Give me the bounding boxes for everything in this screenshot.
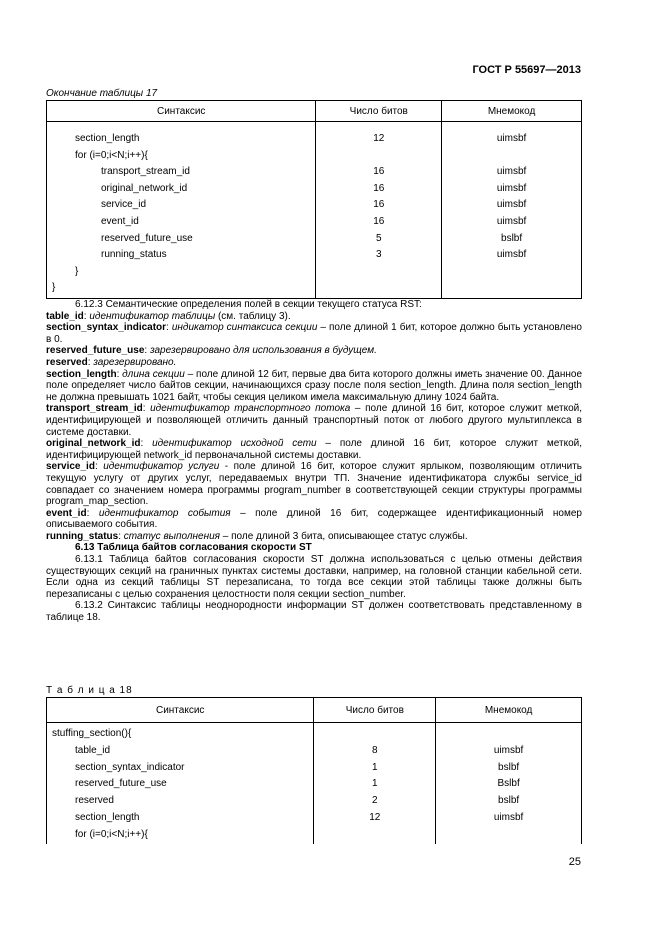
syntax-cell: table_id [75, 744, 111, 756]
def-reserved-future-use: reserved_future_use: зарезервировано для использования в будущем. [46, 345, 377, 357]
mnemonic-cell: uimsbf [493, 744, 524, 756]
bits-cell: 3 [376, 249, 382, 261]
def-table-id: table_id: идентификатор таблицы (см. таблицу 3). [46, 310, 291, 322]
mnemonic-cell [436, 726, 581, 743]
bits-cell [316, 264, 441, 281]
clause-6-12-3: 6.12.3 Семантические определения полей в секции текущего статуса RST: [75, 299, 422, 310]
mnemonic-column [442, 122, 582, 299]
mnemonic-cell: uimsbf [496, 215, 527, 227]
bits-cell: 12 [373, 133, 385, 144]
mnemonic-cell [442, 148, 581, 165]
col-bits-header: Число битов [314, 698, 436, 723]
mnemonic-cell [442, 280, 581, 297]
syntax-cell: service_id [101, 199, 147, 211]
syntax-cell: original_network_id [101, 182, 188, 194]
syntax-cell: reserved [75, 795, 114, 807]
syntax-cell: running_status [101, 249, 167, 261]
mnemonic-cell: uimsbf [496, 133, 527, 144]
syntax-cell: for (i=0;i<N;i++){ [75, 149, 148, 161]
syntax-column [47, 723, 314, 844]
syntax-cell: event_id [101, 215, 139, 227]
clause-6-13-1: 6.13.1 Таблица байтов согласования скорости ST должна использоваться с целью отмены действия существующих секций на граничных пунктах системы доставки, например, на головной станции кабельной сети. Если одна из секций таблицы ST перезаписана, то тогда все секции этой таблицы также должны быть перезаписаны с целью сохранения целостности поля секции section_number. [46, 554, 582, 600]
syntax-cell: section_length [75, 133, 140, 144]
syntax-cell: for (i=0;i<N;i++){ [75, 828, 148, 840]
table18 [46, 697, 582, 844]
page-number: 25 [568, 856, 581, 868]
mnemonic-column [436, 723, 582, 844]
heading-6-13: 6.13 Таблица байтов согласования скорости ST [75, 542, 312, 554]
mnemonic-cell [442, 264, 581, 281]
def-running-status: running_status: статус выполнения – поле длиной 3 бита, описывающее статус службы. [46, 530, 468, 542]
syntax-cell: } [52, 282, 56, 294]
mnemonic-cell: uimsbf [496, 249, 527, 261]
bits-cell: 1 [372, 778, 378, 790]
bits-cell [316, 280, 441, 297]
clause-6-13-2: 6.13.2 Синтаксис таблицы неоднородности информации ST должен соответствовать представленному в таблице 18. [46, 600, 582, 624]
def-transport-stream-id: transport_stream_id: идентификатор транспортного потока – поле длиной 16 бит, которое служит меткой, идентифицирующей и позволяющей отличить данный транспортный поток от любого другого мультиплекса в системе доставки. [46, 403, 583, 438]
mnemonic-cell: bslbf [498, 795, 520, 807]
table17 [46, 100, 582, 299]
bits-column [316, 122, 442, 299]
table18-caption: Т а б л и ц а 18 [46, 685, 133, 696]
bits-column [314, 723, 436, 844]
bits-cell: 12 [369, 811, 381, 823]
col-syntax-header: Синтаксис [47, 698, 314, 723]
semantics-text [46, 299, 582, 624]
bits-cell: 8 [372, 744, 378, 756]
bits-cell: 2 [372, 795, 378, 807]
mnemonic-cell: bslbf [498, 761, 520, 773]
mnemonic-cell: bslbf [501, 232, 523, 244]
mnemonic-cell: Bslbf [497, 778, 520, 790]
syntax-cell: reserved_future_use [75, 778, 167, 790]
syntax-cell: stuffing_section(){ [52, 728, 132, 739]
syntax-cell: section_length [75, 811, 140, 823]
mnemonic-cell: uimsbf [496, 199, 527, 211]
def-original-network-id: original_network_id: идентификатор исходной сети – поле длиной 16 бит, которое служит меткой, идентифицирующей network_id первоначальной системы доставки. [46, 438, 582, 461]
syntax-cell: section_syntax_indicator [75, 761, 185, 773]
bits-cell [316, 148, 441, 165]
col-mnemonic-header: Мнемокод [436, 698, 582, 723]
mnemonic-cell: uimsbf [496, 166, 527, 178]
bits-cell: 16 [373, 199, 385, 211]
def-section-syntax-indicator: section_syntax_indicator: индикатор синтаксиса секции – поле длиной 1 бит, которое должно быть установлено в 0. [46, 322, 582, 345]
table17-caption: Окончание таблицы 17 [46, 88, 158, 99]
bits-cell: 5 [376, 232, 382, 244]
bits-cell: 16 [373, 182, 385, 194]
syntax-cell: } [75, 265, 79, 277]
mnemonic-cell [436, 827, 581, 844]
bits-cell [314, 827, 435, 844]
def-section-length: section_length: длина секции – поле длиной 12 бит, первые два бита которого должны иметь значение 00. Данное поле определяет число байтов секции, начинающихся сразу после поля section_length. Длина поля section_length не должна превышать 1021 байт, чтобы секция целиком имела максимальную длину 1024 байта. [46, 368, 582, 403]
standard-header: ГОСТ Р 55697—2013 [472, 64, 581, 76]
syntax-cell: reserved_future_use [101, 232, 193, 244]
mnemonic-cell: uimsbf [493, 811, 524, 823]
syntax-column [47, 122, 316, 299]
mnemonic-cell: uimsbf [496, 182, 527, 194]
bits-cell: 16 [373, 166, 385, 178]
def-reserved: reserved: зарезервировано. [46, 356, 177, 368]
def-service-id: service_id: идентификатор услуги - поле длиной 16 бит, которое служит ярлыком, позволяющим отличить текущую услугу от других услуг, передаваемых внутри ТП. Значение идентификатора службы service_id совпадает со значением номера программы program_number в соответствующей секции структуры программы program_map_section. [46, 461, 582, 508]
col-syntax-header: Синтаксис [47, 101, 316, 122]
def-event-id: event_id: идентификатор события – поле длиной 16 бит, содержащее идентификационный номер описываемого события. [46, 507, 582, 531]
col-bits-header: Число битов [316, 101, 442, 122]
bits-cell: 16 [373, 215, 385, 227]
col-mnemonic-header: Мнемокод [442, 101, 582, 122]
bits-cell: 1 [372, 761, 378, 773]
bits-cell [314, 726, 435, 743]
syntax-cell: transport_stream_id [101, 166, 190, 178]
